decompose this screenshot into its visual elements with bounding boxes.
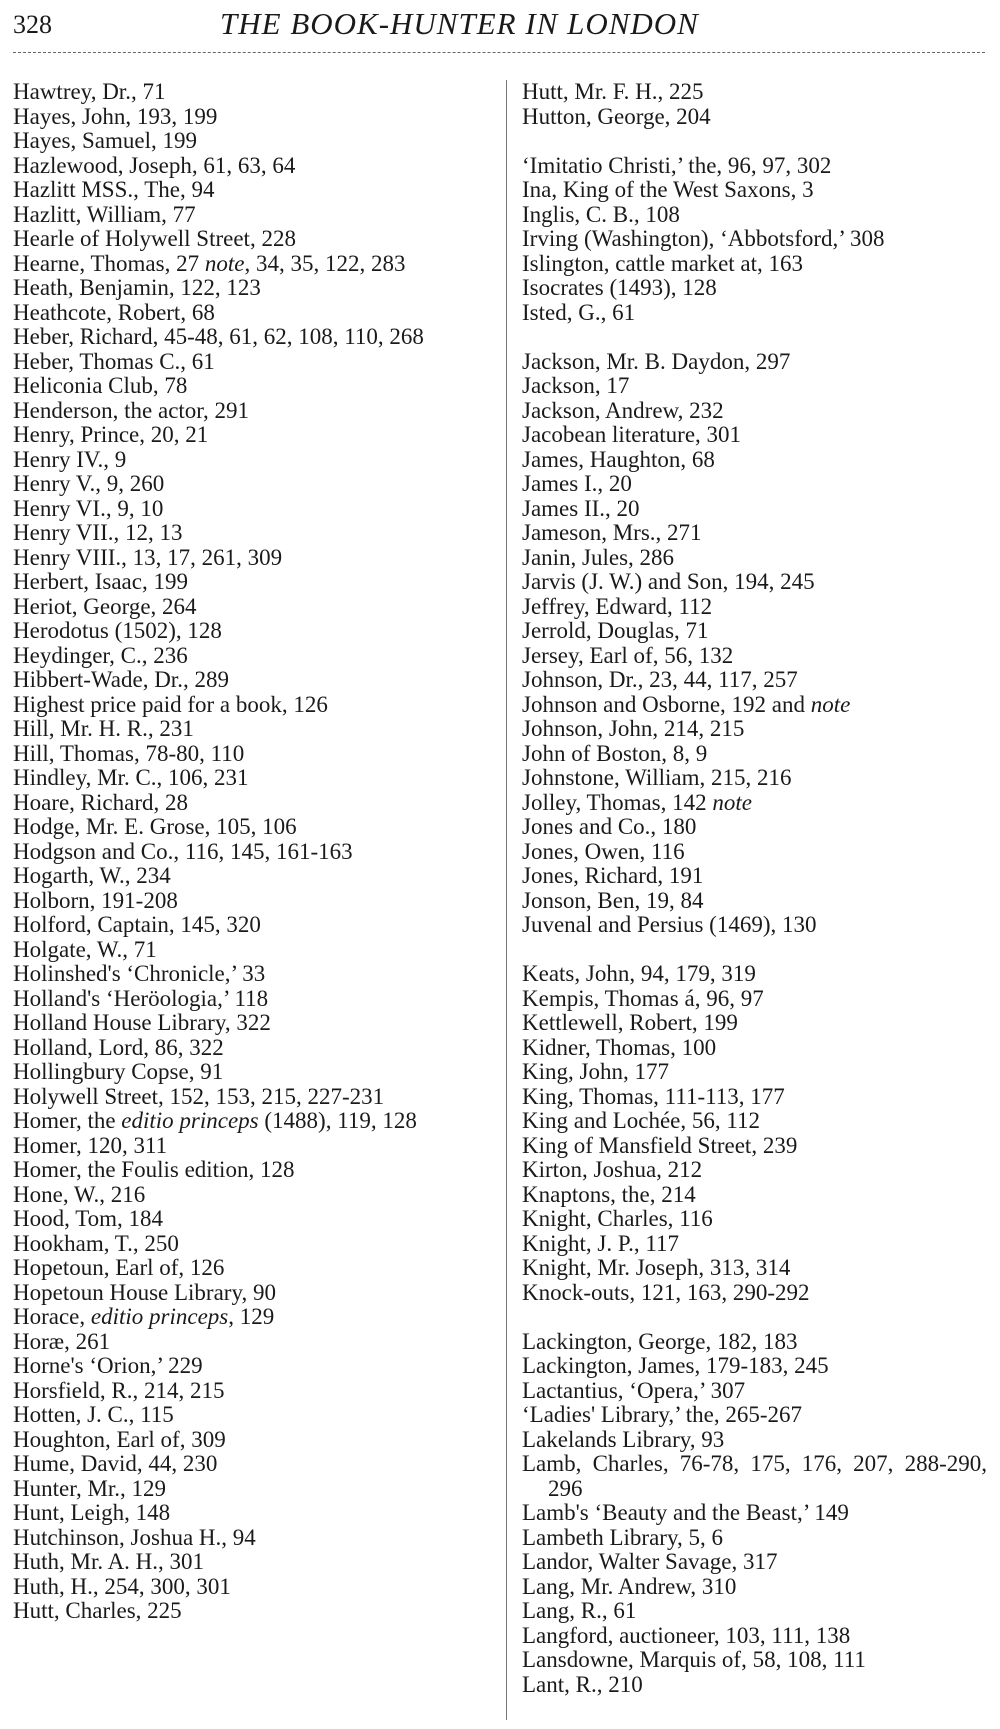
index-entry: Hawtrey, Dr., 71	[13, 79, 166, 104]
index-entry: Heathcote, Robert, 68	[13, 299, 215, 325]
index-entry: Hotten, J. C., 115	[13, 1402, 174, 1427]
index-entry: Horæ, 261	[13, 1328, 111, 1354]
index-entry: Hill, Thomas, 78-80, 110	[13, 740, 245, 766]
index-entry: Hunter, Mr., 129	[13, 1475, 167, 1501]
index-entry: Henry V., 9, 260	[13, 471, 165, 496]
index-entry: Homer, 120, 311	[13, 1132, 168, 1158]
index-entry: Hollingbury Copse, 91	[13, 1059, 224, 1084]
index-entry: Hayes, Samuel, 199	[13, 128, 197, 153]
index-entry: Irving (Washington), ‘Abbotsford,’ 308	[522, 226, 885, 251]
index-entry: Lamb, Charles, 76-78, 175, 176, 207, 288-290, 296	[522, 1451, 987, 1501]
index-entry: Janin, Jules, 286	[522, 544, 675, 570]
index-entry: Huth, Mr. A. H., 301	[13, 1549, 205, 1574]
index-entry: Hill, Mr. H. R., 231	[13, 716, 194, 741]
index-entry: Jones, Richard, 191	[522, 863, 704, 888]
index-entry: Herbert, Isaac, 199	[13, 569, 188, 594]
index-entry: Lactantius, ‘Opera,’ 307	[522, 1377, 746, 1403]
index-entry: Hone, W., 216	[13, 1181, 146, 1207]
header-rule	[13, 52, 985, 53]
index-entry: Lang, Mr. Andrew, 310	[522, 1573, 737, 1599]
index-entry: Inglis, C. B., 108	[522, 201, 680, 227]
index-entry: Lackington, James, 179-183, 245	[522, 1353, 829, 1378]
index-entry: Jones, Owen, 116	[522, 838, 685, 864]
index-entry: Hazlitt, William, 77	[13, 201, 196, 227]
index-entry: Henry VIII., 13, 17, 261, 309	[13, 544, 283, 570]
index-entry: Henry, Prince, 20, 21	[13, 422, 209, 447]
index-entry: Heriot, George, 264	[13, 593, 197, 619]
index-entry: Knight, J. P., 117	[522, 1230, 679, 1256]
index-entry: Jeffrey, Edward, 112	[522, 593, 713, 619]
column-divider	[506, 80, 507, 1720]
index-entry: Horace, editio princeps, 129	[13, 1304, 275, 1329]
index-entry: Landor, Walter Savage, 317	[522, 1549, 778, 1574]
index-entry: Holland's ‘Heröologia,’ 118	[13, 985, 269, 1011]
index-entry: Huth, H., 254, 300, 301	[13, 1573, 231, 1599]
index-entry: James, Haughton, 68	[522, 446, 715, 472]
index-entry: Jersey, Earl of, 56, 132	[522, 642, 734, 668]
index-entry: Langford, auctioneer, 103, 111, 138	[522, 1622, 851, 1648]
index-entry: Horne's ‘Orion,’ 229	[13, 1353, 203, 1378]
index-entry: ‘Imitatio Christi,’ the, 96, 97, 302	[522, 152, 832, 178]
index-entry: Jackson, 17	[522, 373, 630, 398]
index-entry: Hodgson and Co., 116, 145, 161-163	[13, 838, 353, 864]
index-entry: Hazlewood, Joseph, 61, 63, 64	[13, 152, 296, 178]
index-entry: Heliconia Club, 78	[13, 373, 188, 398]
index-entry: Johnstone, William, 215, 216	[522, 765, 792, 790]
index-entry: Houghton, Earl of, 309	[13, 1426, 226, 1452]
index-entry: Hearne, Thomas, 27 note, 34, 35, 122, 283	[13, 250, 406, 276]
index-entry: King and Lochée, 56, 112	[522, 1108, 761, 1133]
running-title: THE BOOK-HUNTER IN LONDON	[220, 6, 699, 41]
index-entry: James I., 20	[522, 471, 632, 496]
index-entry: Hutt, Mr. F. H., 225	[522, 79, 704, 104]
index-entry: Juvenal and Persius (1469), 130	[522, 912, 817, 937]
index-entry: Hogarth, W., 234	[13, 863, 171, 888]
index-entry: Lansdowne, Marquis of, 58, 108, 111	[522, 1647, 866, 1672]
index-entry: Jacobean literature, 301	[522, 422, 742, 447]
index-entry: Heber, Richard, 45-48, 61, 62, 108, 110, 268	[13, 324, 424, 349]
index-entry: Henry VII., 12, 13	[13, 520, 183, 545]
index-entry: Hunt, Leigh, 148	[13, 1500, 171, 1525]
index-entry: Henderson, the actor, 291	[13, 397, 250, 423]
index-entry: Henry IV., 9	[13, 446, 127, 472]
index-entry: Hutchinson, Joshua H., 94	[13, 1524, 256, 1550]
index-entry: Hume, David, 44, 230	[13, 1451, 218, 1476]
index-entry: Keats, John, 94, 179, 319	[522, 961, 756, 986]
index-entry: Holford, Captain, 145, 320	[13, 912, 261, 937]
index-entry: Lamb's ‘Beauty and the Beast,’ 149	[522, 1500, 849, 1525]
index-entry: Holinshed's ‘Chronicle,’ 33	[13, 961, 266, 986]
index-entry: James II., 20	[522, 495, 640, 521]
index-entry: Johnson and Osborne, 192 and note	[522, 691, 851, 717]
index-entry: Hutton, George, 204	[522, 103, 711, 129]
index-entry: Hopetoun House Library, 90	[13, 1279, 276, 1305]
index-entry: Kidner, Thomas, 100	[522, 1034, 717, 1060]
index-entry: Homer, the editio princeps (1488), 119, 128	[13, 1108, 417, 1133]
index-entry: Lakelands Library, 93	[522, 1426, 725, 1452]
index-entry: Knight, Mr. Joseph, 313, 314	[522, 1255, 791, 1280]
index-entry: King, Thomas, 111-113, 177	[522, 1083, 785, 1109]
index-entry: Ina, King of the West Saxons, 3	[522, 177, 814, 202]
index-entry: Hindley, Mr. C., 106, 231	[13, 765, 249, 790]
index-entry: Johnson, Dr., 23, 44, 117, 257	[522, 667, 798, 692]
index-entry: Lang, R., 61	[522, 1598, 637, 1623]
index-entry: Jerrold, Douglas, 71	[522, 618, 709, 643]
index-entry: Lackington, George, 182, 183	[522, 1328, 798, 1354]
index-entry: John of Boston, 8, 9	[522, 740, 708, 766]
index-entry: Isocrates (1493), 128	[522, 275, 717, 300]
index-entry: Hookham, T., 250	[13, 1230, 179, 1256]
index-entry: Hood, Tom, 184	[13, 1206, 164, 1231]
index-entry: Jackson, Mr. B. Daydon, 297	[522, 348, 791, 374]
index-entry: Holywell Street, 152, 153, 215, 227-231	[13, 1083, 385, 1109]
index-entry: King of Mansfield Street, 239	[522, 1132, 798, 1158]
index-entry: Herodotus (1502), 128	[13, 618, 222, 643]
index-entry: Heydinger, C., 236	[13, 642, 188, 668]
index-entry: Hearle of Holywell Street, 228	[13, 226, 296, 251]
index-entry: Johnson, John, 214, 215	[522, 716, 745, 741]
page-number: 328	[13, 10, 52, 39]
index-entry: Jameson, Mrs., 271	[522, 520, 702, 545]
index-entry: Jones and Co., 180	[522, 814, 697, 839]
index-entry: Knight, Charles, 116	[522, 1206, 713, 1231]
index-entry: Jackson, Andrew, 232	[522, 397, 724, 423]
index-entry: Hibbert-Wade, Dr., 289	[13, 667, 229, 692]
index-column-left	[13, 80, 485, 1624]
index-entry: Homer, the Foulis edition, 128	[13, 1157, 295, 1182]
index-entry: Hodge, Mr. E. Grose, 105, 106	[13, 814, 297, 839]
index-entry: Heath, Benjamin, 122, 123	[13, 275, 261, 300]
index-entry: Horsfield, R., 214, 215	[13, 1377, 225, 1403]
index-entry: Isted, G., 61	[522, 299, 636, 325]
index-entry: Knock-outs, 121, 163, 290-292	[522, 1279, 810, 1305]
index-entry: King, John, 177	[522, 1059, 669, 1084]
index-entry: Lant, R., 210	[522, 1671, 643, 1697]
index-entry: Jonson, Ben, 19, 84	[522, 887, 704, 913]
index-entry: Highest price paid for a book, 126	[13, 691, 328, 717]
index-entry: Jarvis (J. W.) and Son, 194, 245	[522, 569, 815, 594]
index-entry: Heber, Thomas C., 61	[13, 348, 215, 374]
index-entry: Hutt, Charles, 225	[13, 1598, 182, 1623]
index-entry: Holgate, W., 71	[13, 936, 157, 962]
index-entry: Jolley, Thomas, 142 note	[522, 789, 752, 815]
index-entry: Knaptons, the, 214	[522, 1181, 696, 1207]
index-entry: Hayes, John, 193, 199	[13, 103, 218, 129]
index-entry: Holborn, 191-208	[13, 887, 178, 913]
index-entry: Henry VI., 9, 10	[13, 495, 164, 521]
index-entry: ‘Ladies' Library,’ the, 265-267	[522, 1402, 803, 1427]
index-entry: Hopetoun, Earl of, 126	[13, 1255, 225, 1280]
index-entry: Islington, cattle market at, 163	[522, 250, 804, 276]
index-entry: Hoare, Richard, 28	[13, 789, 188, 815]
index-entry: Holland House Library, 322	[13, 1010, 271, 1035]
index-entry: Kettlewell, Robert, 199	[522, 1010, 738, 1035]
index-column-right	[522, 80, 987, 1697]
index-entry: Hazlitt MSS., The, 94	[13, 177, 215, 202]
index-entry: Holland, Lord, 86, 322	[13, 1034, 224, 1060]
index-entry: Kempis, Thomas á, 96, 97	[522, 985, 764, 1011]
index-entry: Lambeth Library, 5, 6	[522, 1524, 723, 1550]
index-entry: Kirton, Joshua, 212	[522, 1157, 703, 1182]
